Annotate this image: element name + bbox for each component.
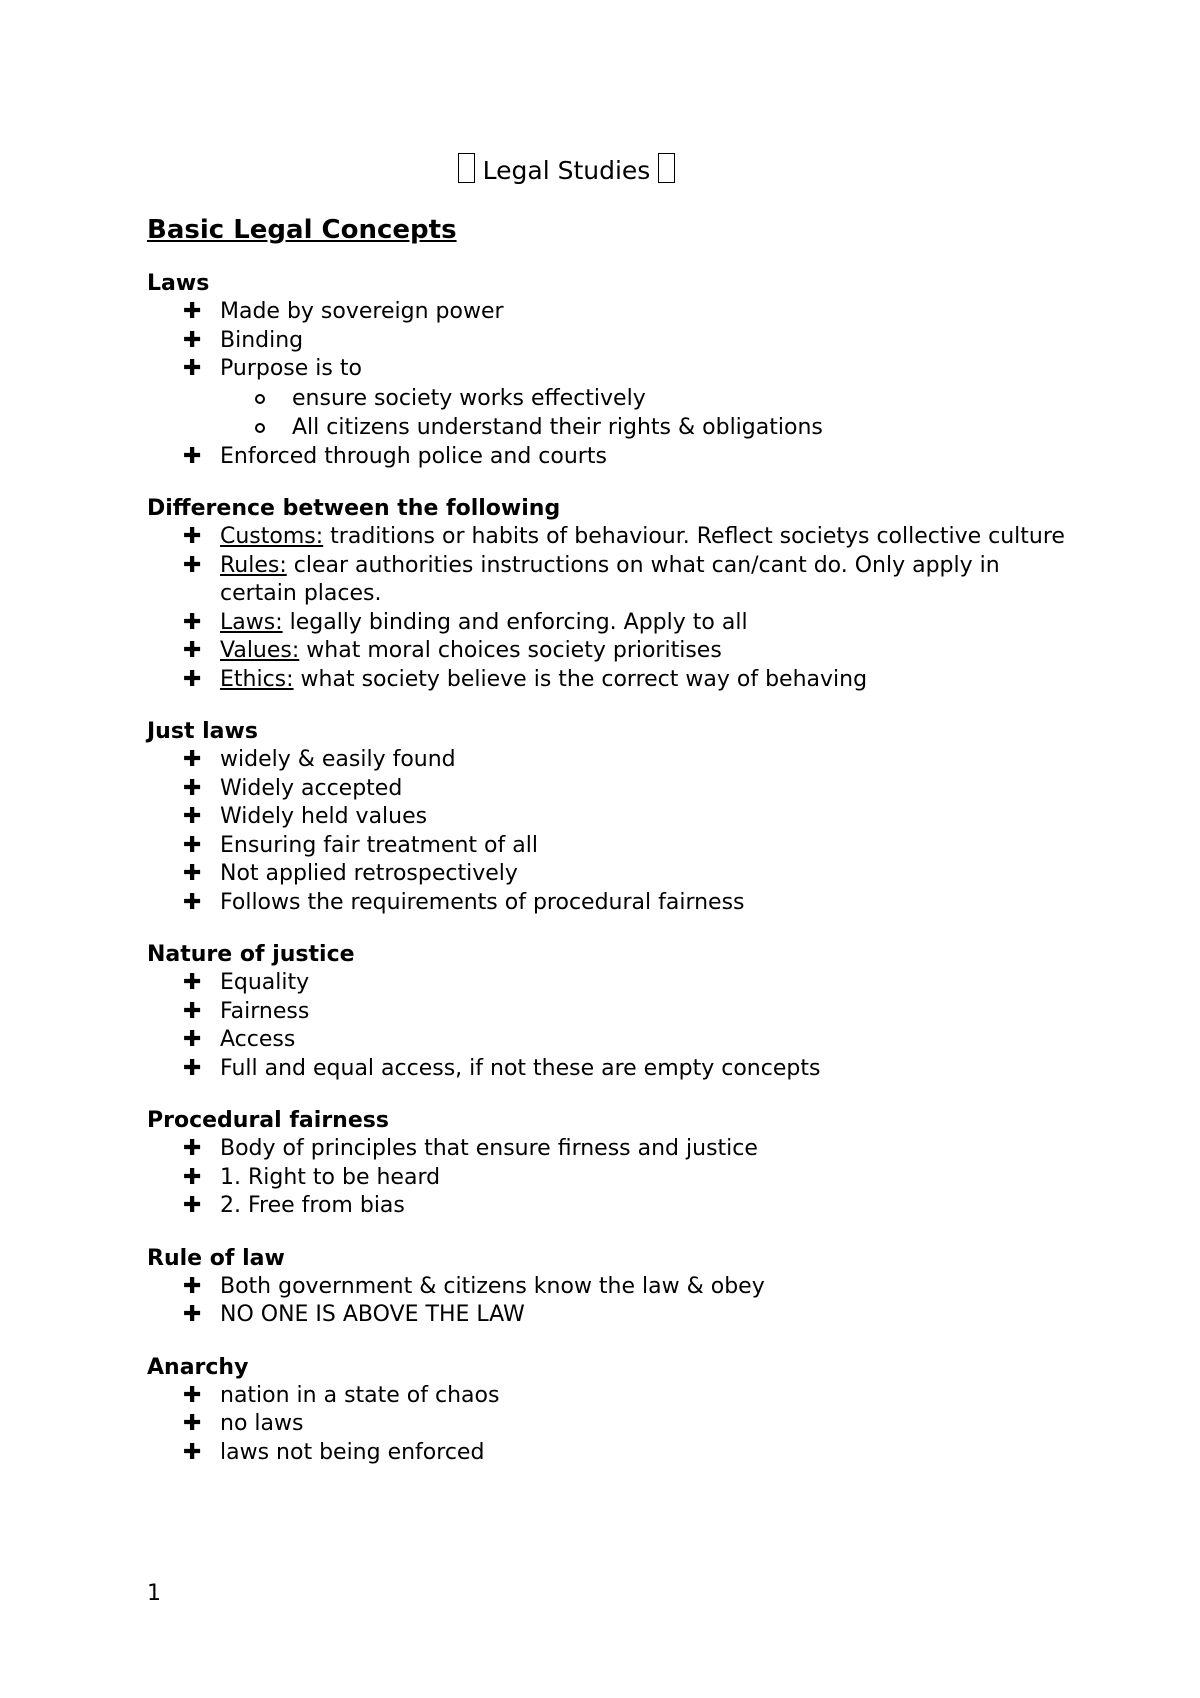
cross-bullet-icon: ✚ — [183, 638, 202, 663]
bullet-list — [147, 523, 1077, 694]
item-text: laws not being enforced — [220, 1439, 485, 1465]
term-label: Rules: — [220, 552, 287, 578]
cross-bullet-icon: ✚ — [183, 552, 202, 578]
group-heading: Rule of law — [147, 1245, 285, 1271]
list-item — [147, 1410, 1077, 1439]
item-text: legally binding and enforcing. Apply to all — [282, 609, 748, 635]
cross-bullet-icon: ✚ — [183, 775, 202, 801]
term-label: Values: — [220, 638, 300, 663]
group-heading: Just laws — [147, 719, 258, 744]
list-item — [147, 443, 1077, 472]
document-title-text: Legal Studies — [482, 156, 651, 185]
item-text: Not applied retrospectively — [220, 861, 518, 886]
item-text: no laws — [220, 1411, 304, 1436]
list-item — [147, 1135, 1077, 1164]
group-heading: Nature of justice — [147, 942, 355, 967]
item-text: Ensuring fair treatment of all — [220, 832, 538, 858]
list-item — [147, 666, 1077, 695]
cross-bullet-icon: ✚ — [183, 443, 202, 469]
list-item — [147, 298, 1077, 327]
item-text: 2. Free from bias — [220, 1193, 405, 1218]
list-item — [147, 860, 1077, 889]
cross-bullet-icon: ✚ — [183, 1136, 202, 1161]
cross-bullet-icon: ✚ — [183, 1164, 202, 1190]
cross-bullet-icon: ✚ — [183, 1411, 202, 1436]
list-item — [147, 775, 1077, 804]
cross-bullet-icon: ✚ — [183, 998, 202, 1024]
list-item — [147, 746, 1077, 775]
placeholder-glyph-icon — [458, 153, 475, 183]
note-group — [147, 1245, 1077, 1330]
item-text: Widely accepted — [220, 775, 403, 801]
item-text: Widely held values — [220, 804, 428, 829]
group-heading: Laws — [147, 271, 210, 296]
item-text: Made by sovereign power — [220, 299, 504, 324]
cross-bullet-icon: ✚ — [183, 609, 202, 635]
circle-bullet-icon — [255, 394, 265, 404]
cross-bullet-icon: ✚ — [183, 1055, 202, 1081]
item-text: what moral choices society prioritises — [299, 638, 722, 663]
placeholder-glyph-icon — [658, 153, 675, 183]
note-group — [147, 1354, 1077, 1468]
item-text: Access — [220, 1027, 296, 1052]
item-text: 1. Right to be heard — [220, 1164, 441, 1190]
item-text: Enforced through police and courts — [220, 443, 607, 469]
circle-bullet-icon — [255, 423, 265, 433]
list-item — [147, 1301, 1077, 1330]
item-text: Binding — [220, 327, 304, 353]
item-text: traditions or habits of behaviour. Reflect societys collective culture — [323, 524, 1065, 549]
cross-bullet-icon: ✚ — [183, 666, 202, 692]
item-text: Full and equal access, if not these are empty concepts — [220, 1055, 821, 1081]
item-text: Fairness — [220, 998, 310, 1024]
group-heading: Difference between the following — [147, 496, 561, 521]
term-label: Laws: — [220, 609, 283, 635]
note-group — [147, 270, 1077, 471]
list-item — [147, 889, 1077, 918]
group-heading: Procedural fairness — [147, 1108, 389, 1133]
cross-bullet-icon: ✚ — [183, 804, 202, 829]
cross-bullet-icon: ✚ — [183, 1382, 202, 1408]
note-group — [147, 718, 1077, 917]
item-text: widely & easily found — [220, 747, 456, 772]
list-item — [147, 1164, 1077, 1193]
list-item — [147, 1055, 1077, 1084]
cross-bullet-icon: ✚ — [183, 327, 202, 353]
term-label: Customs: — [220, 524, 324, 549]
document-page — [147, 148, 1077, 1467]
item-text: Equality — [220, 970, 310, 995]
item-text: what society believe is the correct way of behaving — [293, 666, 868, 692]
bullet-list — [147, 746, 1077, 917]
bullet-list — [147, 1273, 1077, 1330]
section-heading: Basic Legal Concepts — [147, 215, 457, 245]
item-text: Purpose is to — [220, 356, 362, 381]
notes-body — [147, 270, 1077, 1467]
cross-bullet-icon: ✚ — [183, 832, 202, 858]
list-item — [147, 998, 1077, 1027]
term-label: Ethics: — [220, 666, 294, 692]
list-item — [147, 1026, 1077, 1055]
cross-bullet-icon: ✚ — [183, 889, 202, 915]
item-text: Follows the requirements of procedural fairness — [220, 889, 745, 915]
cross-bullet-icon: ✚ — [183, 747, 202, 772]
cross-bullet-icon: ✚ — [183, 1439, 202, 1465]
cross-bullet-icon: ✚ — [183, 524, 202, 549]
list-item — [147, 355, 1077, 384]
list-item — [147, 552, 1077, 609]
sub-item-text: ensure society works effectively — [292, 385, 646, 411]
list-item — [147, 832, 1077, 861]
cross-bullet-icon: ✚ — [183, 861, 202, 886]
cross-bullet-icon: ✚ — [183, 1302, 202, 1327]
cross-bullet-icon: ✚ — [183, 356, 202, 381]
item-text: clear authorities instructions on what can/cant do. Only apply in certain places. — [220, 552, 1007, 606]
list-item — [147, 803, 1077, 832]
note-group — [147, 1107, 1077, 1221]
bullet-list — [147, 1382, 1077, 1468]
sub-list-item — [147, 384, 1077, 414]
list-item — [147, 1382, 1077, 1411]
cross-bullet-icon: ✚ — [183, 1193, 202, 1218]
list-item — [147, 637, 1077, 666]
item-text: nation in a state of chaos — [220, 1382, 500, 1408]
sub-list-item — [147, 413, 1077, 443]
list-item — [147, 1273, 1077, 1302]
list-item — [147, 609, 1077, 638]
cross-bullet-icon: ✚ — [183, 1027, 202, 1052]
list-item — [147, 1192, 1077, 1221]
note-group — [147, 941, 1077, 1083]
bullet-list — [147, 1135, 1077, 1221]
list-item — [147, 523, 1077, 552]
sub-item-text: All citizens understand their rights & obligations — [292, 415, 823, 440]
document-title — [0, 148, 1133, 194]
cross-bullet-icon: ✚ — [183, 299, 202, 324]
item-text: Body of principles that ensure firness and justice — [220, 1136, 758, 1161]
list-item — [147, 969, 1077, 998]
note-group — [147, 495, 1077, 694]
bullet-list — [147, 969, 1077, 1083]
item-text: NO ONE IS ABOVE THE LAW — [220, 1302, 525, 1327]
page-number: 1 — [147, 1581, 161, 1606]
item-text: Both government & citizens know the law & obey — [220, 1273, 765, 1299]
list-item — [147, 327, 1077, 356]
bullet-list — [147, 298, 1077, 471]
cross-bullet-icon: ✚ — [183, 970, 202, 995]
list-item — [147, 1439, 1077, 1468]
cross-bullet-icon: ✚ — [183, 1273, 202, 1299]
group-heading: Anarchy — [147, 1354, 249, 1380]
